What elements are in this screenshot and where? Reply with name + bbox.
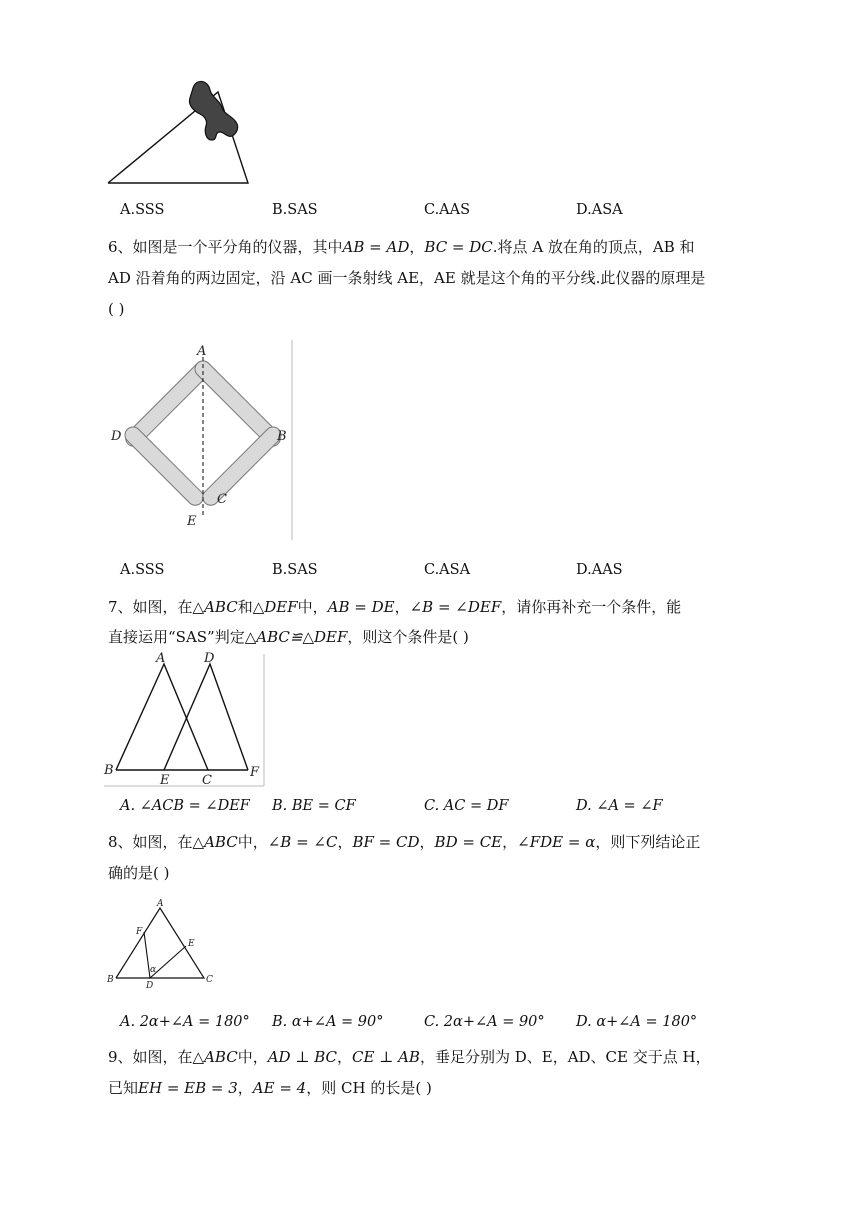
q6-text-line2: AD 沿着角的两边固定，沿 AC 画一条射线 AE，AE 就是这个角的平分线.此仪器的原理是 [108, 269, 706, 287]
q8-option-a[interactable]: A. 2α+∠A = 180° [120, 1014, 250, 1030]
q8-text-line1: 8、如图，在△ABC中，∠B = ∠C，BF = CD，BD = CE，∠FDE = α，则下列结论正 [108, 833, 701, 851]
q6-text-line1: 6、如图是一个平分角的仪器，其中AB = AD，BC = DC.将点 A 放在角的顶点，AB 和 [108, 238, 695, 256]
q7-option-d[interactable]: D. ∠A = ∠F [576, 798, 663, 814]
q5-triangle [108, 92, 248, 183]
q5-ink-blot [189, 81, 237, 140]
q6-bar-bc [199, 424, 284, 509]
q5-option-a[interactable]: A.SSS [120, 202, 165, 218]
q6-option-b[interactable]: B.SAS [272, 562, 318, 578]
q8-text-line2: 确的是( ) [108, 864, 170, 882]
q5-option-b[interactable]: B.SAS [272, 202, 318, 218]
q7-triangle-abc [116, 664, 208, 770]
q5-option-d[interactable]: D.ASA [576, 202, 623, 218]
q5-option-c[interactable]: C.AAS [424, 202, 471, 218]
q7-label-d: D [204, 651, 215, 666]
q6-option-a[interactable]: A.SSS [120, 562, 165, 578]
q7-option-c[interactable]: C. AC = DF [424, 798, 509, 814]
q6-figure [105, 335, 305, 545]
q6-label-c: C [217, 492, 227, 507]
q6-text-line3: ( ) [108, 300, 125, 318]
q8-label-d: D [146, 981, 154, 991]
q5-figure [100, 70, 260, 195]
q8-option-c[interactable]: C. 2α+∠A = 90° [424, 1014, 545, 1030]
q7-option-b[interactable]: B. BE = CF [272, 798, 356, 814]
q8-label-e: E [188, 939, 195, 949]
q6-label-d: D [111, 429, 122, 444]
q6-label-b: B [277, 429, 287, 444]
q8-figure [104, 898, 224, 998]
q7-triangle-def [164, 664, 248, 770]
q8-label-f: F [136, 927, 143, 937]
q7-label-b: B [104, 763, 114, 778]
q7-label-a: A [156, 651, 166, 666]
q6-label-e: E [187, 514, 197, 529]
q8-label-a: A [157, 899, 164, 909]
q8-label-b: B [107, 975, 114, 985]
q9-text-line1: 9、如图，在△ABC中，AD ⊥ BC，CE ⊥ AB，垂足分别为 D、E，AD、CE 交于点 H， [108, 1048, 711, 1066]
q6-label-a: A [197, 344, 207, 359]
q8-option-d[interactable]: D. α+∠A = 180° [576, 1014, 698, 1030]
q7-label-e: E [160, 773, 170, 788]
q7-option-a[interactable]: A. ∠ACB = ∠DEF [120, 798, 250, 814]
q8-label-alpha: α [150, 965, 157, 975]
q7-text-line2: 直接运用“SAS”判定△ABC≌△DEF，则这个条件是( ) [108, 628, 469, 646]
q6-bar-dc [122, 424, 207, 509]
q7-label-c: C [202, 773, 212, 788]
q8-label-c: C [206, 975, 213, 985]
q6-option-d[interactable]: D.AAS [576, 562, 623, 578]
q7-label-f: F [250, 765, 260, 780]
q9-text-line2: 已知EH = EB = 3，AE = 4，则 CH 的长是( ) [108, 1079, 432, 1097]
q7-text-line1: 7、如图，在△ABC和△DEF中，AB = DE，∠B = ∠DEF，请你再补充一个条件，能 [108, 598, 682, 616]
q7-figure [100, 652, 270, 790]
q8-option-b[interactable]: B. α+∠A = 90° [272, 1014, 384, 1030]
q6-option-c[interactable]: C.ASA [424, 562, 471, 578]
